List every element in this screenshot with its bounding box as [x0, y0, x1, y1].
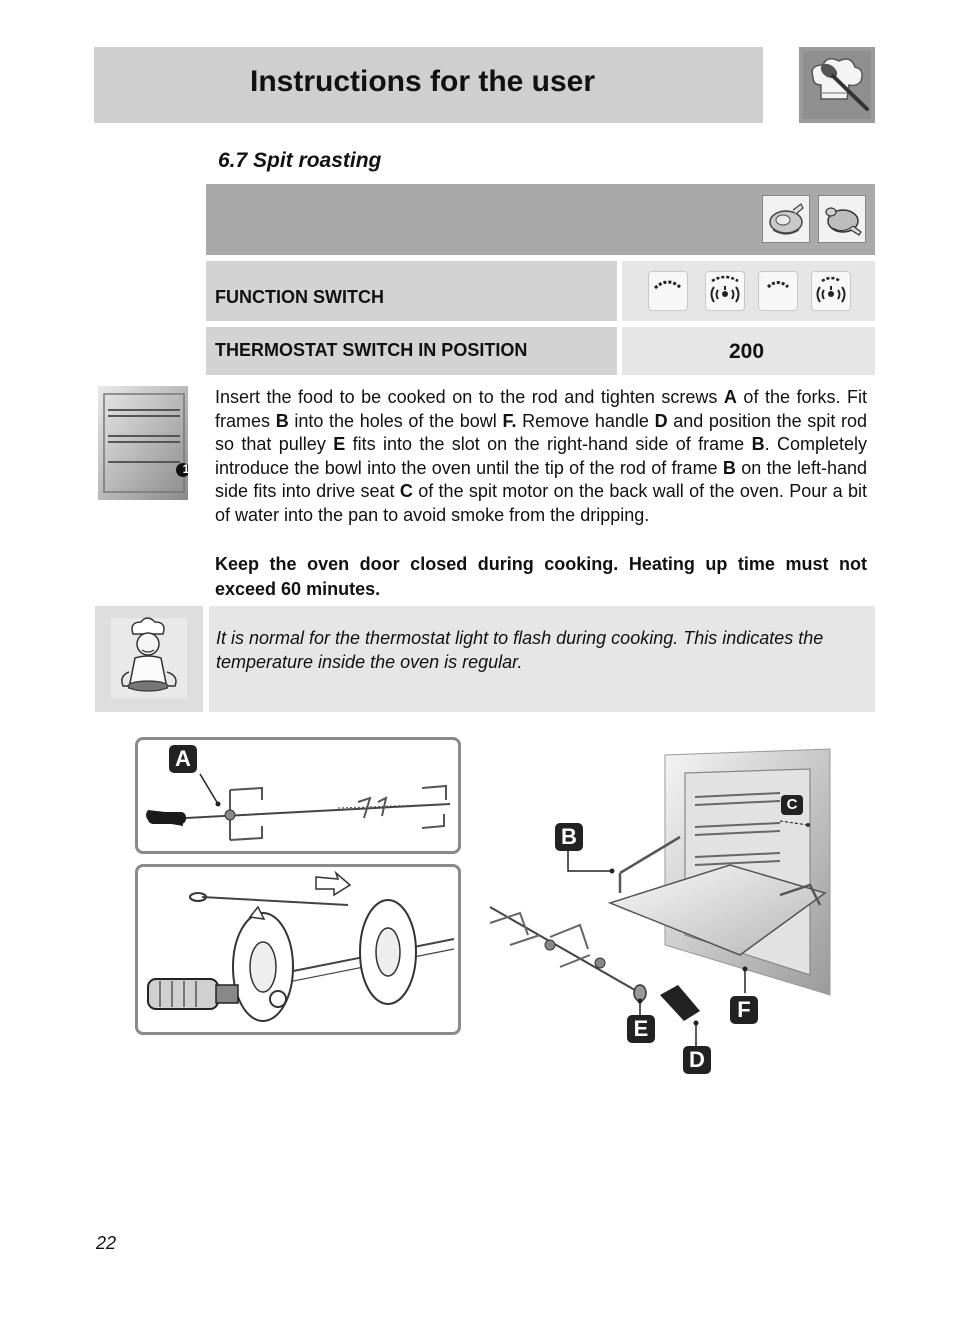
pulley-detail-panel: [135, 864, 461, 1035]
page-number: 22: [96, 1233, 117, 1253]
function-switch-label: FUNCTION SWITCH: [215, 287, 384, 307]
chef-hat-spoon-icon: [799, 47, 875, 123]
instruction-text: Insert the food to be cooked on to the rod and tighten screws: [215, 387, 724, 407]
key-label: E: [333, 434, 346, 455]
instruction-text: fits into the slot on the right-hand side of frame: [345, 434, 752, 455]
label-d: D: [683, 1046, 711, 1074]
key-label: B: [275, 410, 289, 431]
chef-icon: [95, 606, 203, 712]
key-label: F.: [502, 410, 517, 431]
label-f: F: [730, 996, 758, 1024]
instruction-text: Remove handle: [516, 410, 655, 431]
oven-spit-assembly-figure: [480, 745, 840, 1080]
key-label: C: [399, 481, 413, 502]
instruction-text: and position the spit rod so that pulley: [215, 410, 868, 455]
label-b: B: [555, 823, 583, 851]
spit-rod-panel: [135, 737, 461, 854]
instructions-paragraph: [215, 386, 867, 528]
note-text: It is normal for the thermostat light to flash during cooking. This indicates the temperature inside the oven is regular.: [216, 628, 824, 672]
instruction-text: into the holes of the bowl: [288, 410, 503, 431]
oven-shelf-thumbnail: [98, 386, 188, 500]
label-e: E: [627, 1015, 655, 1043]
grill-element-icon: [648, 271, 688, 311]
key-label: A: [723, 387, 737, 407]
key-label: B: [751, 434, 765, 455]
label-a: A: [169, 745, 197, 773]
page-title: Instructions for the user: [250, 65, 596, 98]
thermostat-value: 200: [729, 340, 765, 363]
grill-fan-icon: [705, 271, 745, 311]
section-title: 6.7 Spit roasting: [218, 149, 382, 172]
grill-element-small-icon: [758, 271, 798, 311]
instruction-text: of the forks. Fit frames: [215, 387, 867, 431]
key-label: B: [722, 457, 736, 478]
shelf-position-badge: 1: [182, 462, 190, 476]
key-label: D: [654, 410, 668, 431]
thermostat-label: THERMOSTAT SWITCH IN POSITION: [215, 340, 528, 360]
meat-roast-icon: [762, 195, 810, 243]
instruction-text: on the left-hand side fits into drive seat: [215, 457, 867, 502]
label-c: C: [781, 795, 803, 815]
note-icon-box: [95, 606, 203, 712]
chicken-icon: [818, 195, 866, 243]
grill-fan-small-icon: [811, 271, 851, 311]
instruction-text: of the spit motor on the back wall of the oven. Pour a bit of water into the pan to avoid smoke from the dripping.: [215, 481, 867, 525]
warning-text: Keep the oven door closed during cooking. Heating up time must not exceed 60 minutes.: [215, 554, 867, 599]
instruction-text: . Completely introduce the bowl into the oven until the tip of the rod of frame: [215, 434, 867, 478]
